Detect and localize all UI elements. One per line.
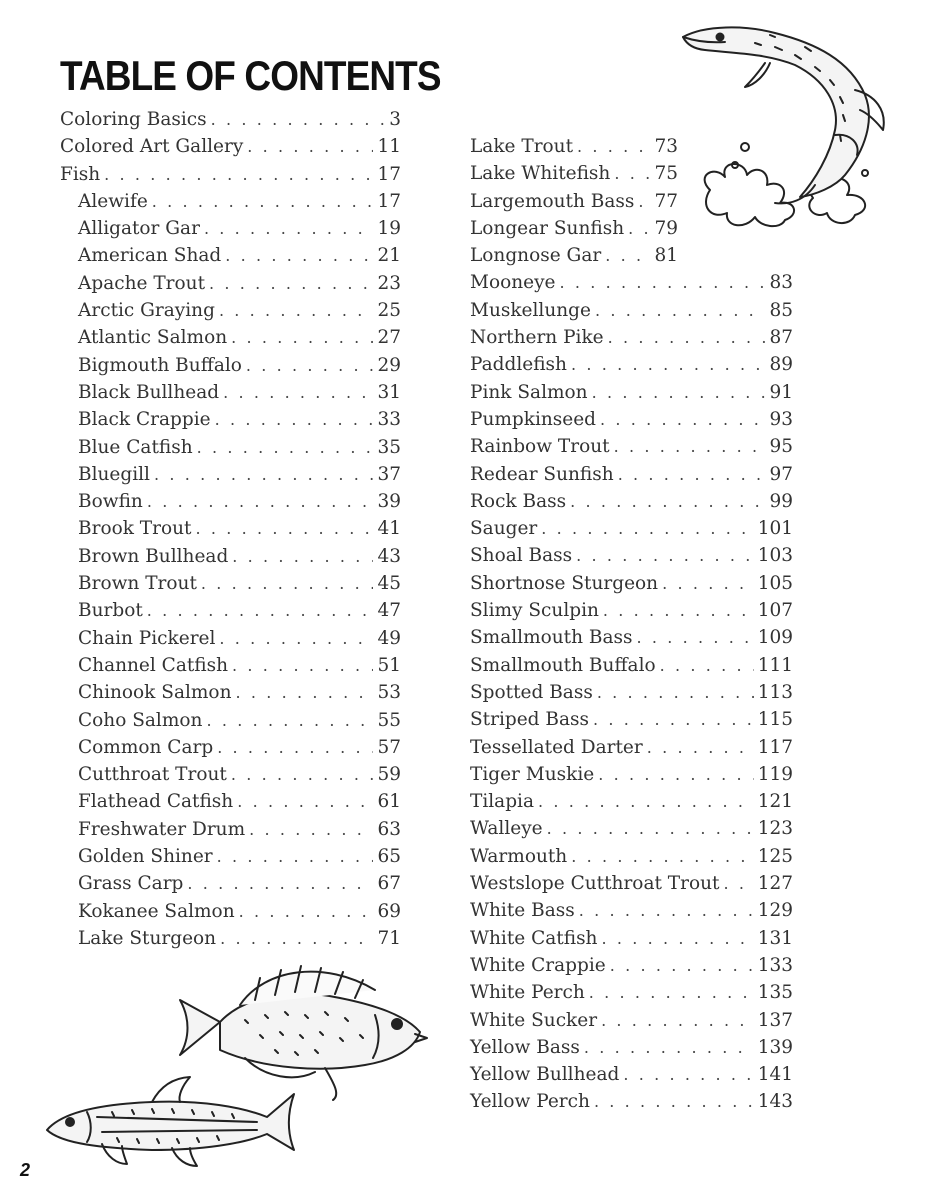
toc-entry-page: 125 — [757, 845, 793, 867]
dot-leader — [206, 707, 373, 734]
toc-entry-title: Flathead Catfish — [78, 791, 234, 813]
toc-entry-title: Blue Catfish — [78, 436, 193, 458]
toc-entry — [470, 488, 793, 515]
toc-entry-page: 35 — [377, 436, 401, 458]
toc-entry-title: Pink Salmon — [470, 381, 588, 403]
toc-entry-page: 27 — [377, 327, 401, 349]
toc-entry-title: Lake Sturgeon — [78, 927, 217, 949]
toc-entry-title: Grass Carp — [78, 873, 184, 895]
toc-entry-title: Brown Bullhead — [78, 545, 229, 567]
dot-leader — [576, 542, 754, 569]
toc-entry — [60, 788, 401, 815]
toc-entry-page: 59 — [377, 764, 401, 786]
toc-entry-title: Freshwater Drum — [78, 818, 246, 840]
toc-entry — [470, 679, 793, 706]
toc-entry — [60, 870, 401, 897]
toc-entry-page: 29 — [377, 354, 401, 376]
toc-entry — [470, 706, 793, 733]
dot-leader — [597, 679, 754, 706]
toc-entry-title: Coloring Basics — [60, 109, 207, 130]
toc-entry — [470, 1034, 793, 1061]
toc-entry — [470, 324, 793, 351]
toc-entry — [470, 788, 793, 815]
toc-entry — [60, 133, 401, 160]
toc-entry-page: 107 — [757, 600, 793, 622]
dot-leader — [217, 734, 373, 761]
toc-entry-title: Bowfin — [78, 491, 143, 513]
dot-leader — [614, 433, 766, 460]
dot-leader — [592, 379, 766, 406]
toc-entry-page: 45 — [377, 573, 401, 595]
toc-entry-title: Lake Trout — [470, 136, 574, 157]
toc-entry — [470, 433, 793, 460]
toc-entry-title: Walleye — [470, 818, 543, 840]
toc-entry-page: 117 — [757, 736, 793, 758]
toc-entry-title: Shoal Bass — [470, 545, 573, 567]
toc-entry — [470, 297, 793, 324]
toc-entry — [60, 679, 401, 706]
dot-leader — [235, 679, 373, 706]
toc-entry — [470, 215, 678, 242]
toc-entry-page: 17 — [377, 163, 401, 185]
toc-entry-title: Cutthroat Trout — [78, 764, 227, 786]
toc-entry-title: Westslope Cutthroat Trout — [470, 873, 720, 895]
dot-leader — [601, 1007, 754, 1034]
toc-entry — [470, 1007, 793, 1034]
toc-entry-title: Spotted Bass — [470, 681, 593, 703]
toc-entry — [470, 515, 793, 542]
toc-entry — [470, 925, 793, 952]
toc-entry — [60, 379, 401, 406]
toc-entry-page: 71 — [377, 927, 401, 949]
toc-entry — [470, 570, 793, 597]
toc-entry-page: 75 — [654, 163, 678, 185]
toc-entry-title: Arctic Graying — [78, 300, 215, 322]
toc-entry-title: Slimy Sculpin — [470, 600, 599, 622]
toc-entry-title: White Bass — [470, 900, 575, 922]
toc-entry — [470, 188, 678, 215]
toc-entry-page: 39 — [377, 491, 401, 513]
toc-entry-title: Smallmouth Buffalo — [470, 654, 656, 676]
dot-leader — [571, 351, 766, 378]
toc-entry-page: 33 — [377, 409, 401, 431]
dot-leader — [593, 706, 754, 733]
toc-entry — [60, 106, 401, 133]
toc-entry-page: 111 — [757, 654, 793, 676]
toc-entry-page: 73 — [654, 136, 678, 157]
dot-leader — [595, 297, 765, 324]
dot-leader — [605, 242, 650, 269]
toc-entry-title: Mooneye — [470, 272, 556, 294]
toc-entry-title: Fish — [60, 163, 101, 185]
toc-entry-title: Yellow Perch — [470, 1091, 590, 1113]
toc-entry-title: Apache Trout — [78, 272, 206, 294]
toc-entry — [60, 843, 401, 870]
toc-entry — [470, 1088, 793, 1115]
toc-entry — [470, 761, 793, 788]
toc-entry-title: Black Crappie — [78, 409, 211, 431]
toc-entry — [470, 269, 793, 296]
toc-entry-page: 85 — [769, 299, 793, 321]
toc-column-right — [470, 133, 793, 1116]
toc-entry-title: Tilapia — [470, 791, 534, 813]
toc-entry-page: 77 — [654, 190, 678, 212]
dot-leader — [603, 597, 754, 624]
toc-entry — [60, 625, 401, 652]
toc-entry-title: Rainbow Trout — [470, 436, 610, 458]
dot-leader — [232, 543, 373, 570]
page-title: TABLE OF CONTENTS — [60, 52, 441, 99]
dot-leader — [601, 925, 753, 952]
toc-entry-page: 3 — [389, 109, 401, 130]
toc-entry-page: 23 — [377, 272, 401, 294]
toc-entry-page: 91 — [769, 381, 793, 403]
dot-leader — [723, 870, 753, 897]
dot-leader — [154, 461, 373, 488]
toc-entry — [60, 188, 401, 215]
toc-entry-page: 37 — [377, 463, 401, 485]
toc-entry-page: 17 — [377, 190, 401, 212]
toc-entry — [470, 1061, 793, 1088]
toc-entry — [470, 542, 793, 569]
toc-entry-page: 93 — [769, 408, 793, 430]
toc-entry-page: 133 — [757, 954, 793, 976]
toc-entry — [470, 815, 793, 842]
toc-entry-page: 51 — [377, 654, 401, 676]
toc-entry-page: 103 — [757, 545, 793, 567]
dot-leader — [559, 269, 765, 296]
toc-entry-page: 143 — [757, 1091, 793, 1113]
toc-entry — [60, 297, 401, 324]
toc-entry — [470, 351, 793, 378]
toc-entry-title: Alewife — [78, 190, 148, 212]
toc-entry-title: Bluegill — [78, 463, 150, 485]
dot-leader — [600, 406, 765, 433]
dot-leader — [225, 242, 373, 269]
dot-leader — [614, 160, 650, 187]
toc-entry — [60, 215, 401, 242]
toc-entry-page: 119 — [757, 763, 793, 785]
toc-entry-title: Chain Pickerel — [78, 627, 216, 649]
toc-entry-title: Coho Salmon — [78, 709, 203, 731]
toc-entry-title: Largemouth Bass — [470, 190, 635, 212]
toc-entry — [60, 515, 401, 542]
toc-entry-page: 89 — [769, 354, 793, 376]
toc-entry-title: Shortnose Sturgeon — [470, 572, 659, 594]
dot-leader — [538, 788, 754, 815]
toc-entry-page: 79 — [654, 217, 678, 239]
toc-entry-page: 47 — [377, 600, 401, 622]
toc-entry-title: Striped Bass — [470, 709, 589, 731]
dot-leader — [541, 515, 753, 542]
toc-entry — [60, 652, 401, 679]
toc-entry-page: 109 — [757, 627, 793, 649]
dot-leader — [223, 379, 373, 406]
toc-entry-title: White Crappie — [470, 954, 606, 976]
toc-entry-title: Sauger — [470, 518, 538, 540]
toc-entry-page: 57 — [377, 736, 401, 758]
dot-leader — [623, 1061, 753, 1088]
toc-entry-page: 25 — [377, 300, 401, 322]
toc-entry-title: Colored Art Gallery — [60, 136, 244, 158]
toc-entry-title: Kokanee Salmon — [78, 900, 235, 922]
toc-entry-title: White Catfish — [470, 927, 598, 949]
toc-entry — [470, 979, 793, 1006]
toc-entry-title: Black Bullhead — [78, 381, 220, 403]
dot-leader — [594, 1088, 754, 1115]
toc-entry-page: 69 — [377, 900, 401, 922]
toc-entry — [60, 242, 401, 269]
toc-entry-page: 55 — [377, 709, 401, 731]
toc-column-left — [60, 106, 401, 952]
dot-leader — [637, 624, 754, 651]
dot-leader — [577, 133, 650, 160]
toc-entry — [470, 242, 678, 269]
dot-leader — [249, 816, 373, 843]
toc-entry-title: Alligator Gar — [78, 218, 200, 240]
toc-entry — [470, 406, 793, 433]
dot-leader — [231, 324, 373, 351]
dot-leader — [219, 297, 374, 324]
dot-leader — [147, 488, 374, 515]
dot-leader — [610, 952, 754, 979]
dot-leader — [608, 324, 766, 351]
toc-entry — [470, 843, 793, 870]
toc-entry-page: 127 — [757, 873, 793, 895]
dot-leader — [195, 515, 373, 542]
toc-entry-title: Yellow Bass — [470, 1036, 580, 1058]
toc-entry-title: Chinook Salmon — [78, 682, 232, 704]
toc-entry — [60, 434, 401, 461]
toc-entry — [470, 897, 793, 924]
toc-entry — [470, 133, 678, 160]
toc-entry — [60, 543, 401, 570]
toc-entry — [470, 597, 793, 624]
toc-entry-title: Brook Trout — [78, 518, 192, 540]
toc-entry-page: 67 — [377, 873, 401, 895]
toc-entry-page: 101 — [757, 518, 793, 540]
toc-entry-page: 135 — [757, 982, 793, 1004]
dot-leader — [201, 570, 374, 597]
dot-leader — [219, 625, 373, 652]
toc-entry-title: Atlantic Salmon — [78, 327, 228, 349]
dot-leader — [187, 870, 373, 897]
toc-entry — [470, 734, 793, 761]
toc-entry-title: Common Carp — [78, 736, 214, 758]
toc-entry — [60, 898, 401, 925]
dot-leader — [589, 979, 754, 1006]
toc-entry — [60, 816, 401, 843]
toc-entry — [60, 707, 401, 734]
toc-entry-title: Rock Bass — [470, 490, 567, 512]
dot-leader — [209, 270, 373, 297]
toc-entry-title: Yellow Bullhead — [470, 1064, 620, 1086]
toc-entry-page: 113 — [757, 681, 793, 703]
toc-entry-page: 137 — [757, 1009, 793, 1031]
toc-entry-page: 123 — [757, 818, 793, 840]
toc-entry-page: 121 — [757, 791, 793, 813]
dot-leader — [570, 488, 765, 515]
toc-entry-page: 11 — [377, 136, 401, 158]
toc-entry-page: 105 — [757, 572, 793, 594]
toc-entry-page: 99 — [769, 490, 793, 512]
toc-entry — [470, 160, 678, 187]
toc-entry-title: Pumpkinseed — [470, 408, 597, 430]
toc-entry-page: 53 — [377, 682, 401, 704]
toc-entry-title: Warmouth — [470, 845, 568, 867]
toc-entry — [470, 379, 793, 406]
toc-entry — [60, 461, 401, 488]
dot-leader — [647, 734, 754, 761]
dot-leader — [237, 788, 373, 815]
toc-entry-title: Lake Whitefish — [470, 163, 611, 185]
dot-leader — [211, 106, 386, 133]
toc-entry-title: Bigmouth Buffalo — [78, 354, 242, 376]
toc-entry-title: Longnose Gar — [470, 245, 602, 267]
toc-entry-page: 31 — [377, 381, 401, 403]
toc-entry-page: 95 — [769, 436, 793, 458]
toc-entry-page: 63 — [377, 818, 401, 840]
page-number: 2 — [20, 1160, 31, 1180]
toc-entry-page: 21 — [377, 245, 401, 267]
dot-leader — [232, 652, 373, 679]
toc-entry-page: 87 — [769, 327, 793, 349]
toc-entry — [60, 406, 401, 433]
toc-entry — [60, 761, 401, 788]
toc-entry-title: White Perch — [470, 982, 585, 1004]
toc-entry-page: 49 — [377, 627, 401, 649]
toc-entry — [60, 488, 401, 515]
dot-leader — [547, 815, 754, 842]
toc-entry-page: 41 — [377, 518, 401, 540]
toc-entry-page: 83 — [769, 272, 793, 294]
toc-entry-title: Channel Catfish — [78, 654, 229, 676]
toc-entry — [60, 352, 401, 379]
toc-entry-title: Tessellated Darter — [470, 736, 643, 758]
dot-leader — [152, 188, 374, 215]
dot-leader — [197, 434, 374, 461]
toc-entry — [470, 870, 793, 897]
dot-leader — [239, 898, 374, 925]
toc-entry-title: Burbot — [78, 600, 143, 622]
toc-entry-page: 139 — [757, 1036, 793, 1058]
toc-entry-title: Brown Trout — [78, 573, 197, 595]
toc-entry — [470, 624, 793, 651]
dot-leader — [217, 843, 374, 870]
toc-entry-title: Tiger Muskie — [470, 763, 595, 785]
toc-entry — [60, 161, 401, 188]
toc-entry — [60, 270, 401, 297]
toc-entry — [60, 324, 401, 351]
toc-entry — [60, 925, 401, 952]
dot-leader — [628, 215, 650, 242]
toc-entry-page: 43 — [377, 545, 401, 567]
toc-entry — [60, 570, 401, 597]
toc-entry-page: 61 — [377, 791, 401, 813]
toc-entry-page: 141 — [757, 1064, 793, 1086]
dot-leader — [246, 352, 374, 379]
toc-entry-title: Longear Sunfish — [470, 217, 625, 239]
dot-leader — [660, 652, 754, 679]
toc-entry-page: 129 — [757, 900, 793, 922]
dot-leader — [247, 133, 373, 160]
dot-leader — [204, 215, 374, 242]
dot-leader — [618, 461, 766, 488]
toc-entry-title: Smallmouth Bass — [470, 627, 633, 649]
toc-entry-title: Northern Pike — [470, 327, 604, 349]
toc-entry — [470, 461, 793, 488]
toc-entry — [470, 652, 793, 679]
dot-leader — [662, 570, 754, 597]
pike-illustration — [675, 15, 890, 240]
toc-entry — [60, 597, 401, 624]
toc-entry-title: Redear Sunfish — [470, 463, 614, 485]
minnow-illustration — [42, 1072, 300, 1170]
toc-entry-page: 81 — [654, 245, 678, 267]
dot-leader — [104, 161, 373, 188]
dot-leader — [147, 597, 374, 624]
dot-leader — [598, 761, 753, 788]
dot-leader — [220, 925, 373, 952]
toc-entry-title: Golden Shiner — [78, 846, 213, 868]
toc-entry-page: 115 — [757, 709, 793, 731]
toc-entry — [60, 734, 401, 761]
toc-entry-page: 131 — [757, 927, 793, 949]
toc-entry — [470, 952, 793, 979]
dot-leader — [638, 188, 650, 215]
toc-entry-title: Paddlefish — [470, 354, 567, 376]
toc-entry-title: American Shad — [78, 245, 222, 267]
toc-entry-page: 97 — [769, 463, 793, 485]
dot-leader — [584, 1034, 754, 1061]
dot-leader — [231, 761, 374, 788]
toc-entry-title: White Sucker — [470, 1009, 598, 1031]
dot-leader — [571, 843, 753, 870]
toc-entry-page: 65 — [377, 846, 401, 868]
dot-leader — [215, 406, 374, 433]
toc-entry-page: 19 — [377, 218, 401, 240]
dot-leader — [579, 897, 754, 924]
toc-entry-title: Muskellunge — [470, 299, 591, 321]
